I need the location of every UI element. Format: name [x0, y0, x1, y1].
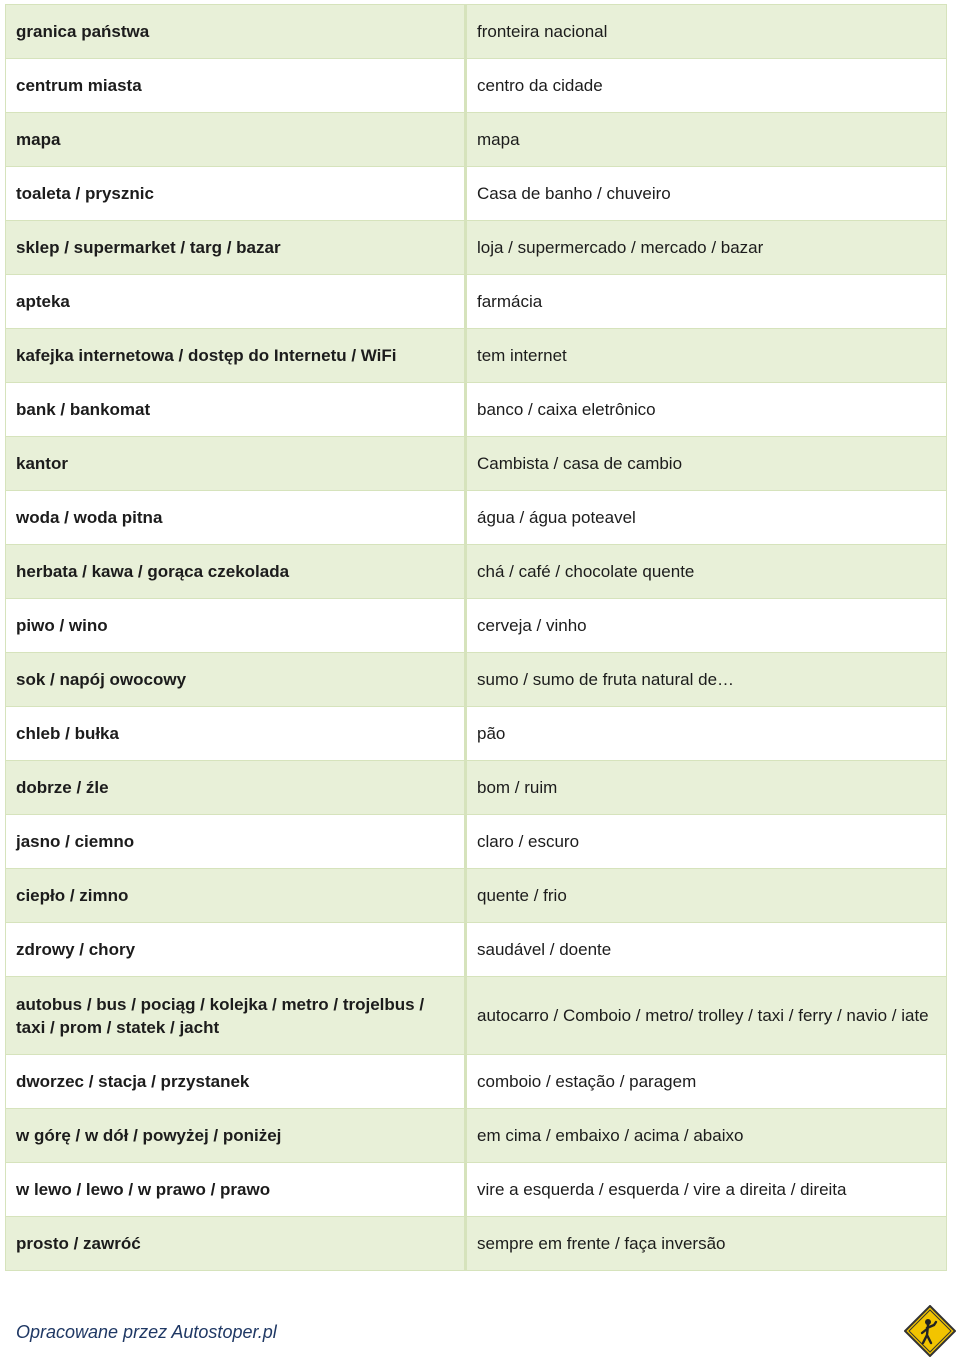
polish-term: w górę / w dół / powyżej / poniżej [6, 1109, 467, 1163]
polish-term: granica państwa [6, 5, 467, 59]
table-row [6, 815, 947, 869]
table-row [6, 1217, 947, 1271]
portuguese-term: chá / café / chocolate quente [467, 545, 947, 599]
portuguese-term: sempre em frente / faça inversão [467, 1217, 947, 1271]
table-row [6, 545, 947, 599]
table-row [6, 383, 947, 437]
polish-term: dobrze / źle [6, 761, 467, 815]
portuguese-term: centro da cidade [467, 59, 947, 113]
table-row [6, 491, 947, 545]
polish-term: apteka [6, 275, 467, 329]
table-row [6, 5, 947, 59]
portuguese-term: banco / caixa eletrônico [467, 383, 947, 437]
portuguese-term: vire a esquerda / esquerda / vire a direita / direita [467, 1163, 947, 1217]
portuguese-term: quente / frio [467, 869, 947, 923]
portuguese-term: claro / escuro [467, 815, 947, 869]
footer-credit: Opracowane przez Autostoper.pl [16, 1322, 277, 1342]
polish-term: toaleta / prysznic [6, 167, 467, 221]
table-row [6, 221, 947, 275]
hitchhiker-sign-icon [904, 1305, 956, 1357]
table-row [6, 869, 947, 923]
portuguese-term: saudável / doente [467, 923, 947, 977]
portuguese-term: bom / ruim [467, 761, 947, 815]
polish-term: kantor [6, 437, 467, 491]
portuguese-term: autocarro / Comboio / metro/ trolley / taxi / ferry / navio / iate [467, 977, 947, 1055]
table-row [6, 1163, 947, 1217]
polish-term: bank / bankomat [6, 383, 467, 437]
table-row [6, 113, 947, 167]
table-row [6, 707, 947, 761]
polish-term: herbata / kawa / gorąca czekolada [6, 545, 467, 599]
polish-term: dworzec / stacja / przystanek [6, 1055, 467, 1109]
polish-term: ciepło / zimno [6, 869, 467, 923]
polish-term: piwo / wino [6, 599, 467, 653]
portuguese-term: loja / supermercado / mercado / bazar [467, 221, 947, 275]
table-row [6, 977, 947, 1055]
polish-term: jasno / ciemno [6, 815, 467, 869]
portuguese-term: em cima / embaixo / acima / abaixo [467, 1109, 947, 1163]
polish-term: prosto / zawróć [6, 1217, 467, 1271]
portuguese-term: comboio / estação / paragem [467, 1055, 947, 1109]
table-row [6, 923, 947, 977]
polish-term: mapa [6, 113, 467, 167]
polish-term: w lewo / lewo / w prawo / prawo [6, 1163, 467, 1217]
portuguese-term: Cambista / casa de cambio [467, 437, 947, 491]
portuguese-term: água / água poteavel [467, 491, 947, 545]
polish-term: centrum miasta [6, 59, 467, 113]
polish-term: kafejka internetowa / dostęp do Internetu / WiFi [6, 329, 467, 383]
table-row [6, 167, 947, 221]
table-row [6, 437, 947, 491]
vocabulary-table-body [6, 5, 947, 1271]
portuguese-term: cerveja / vinho [467, 599, 947, 653]
portuguese-term: sumo / sumo de fruta natural de… [467, 653, 947, 707]
portuguese-term: Casa de banho / chuveiro [467, 167, 947, 221]
portuguese-term: fronteira nacional [467, 5, 947, 59]
polish-term: sklep / supermarket / targ / bazar [6, 221, 467, 275]
table-row [6, 761, 947, 815]
table-row [6, 59, 947, 113]
polish-term: woda / woda pitna [6, 491, 467, 545]
table-row [6, 1055, 947, 1109]
portuguese-term: pão [467, 707, 947, 761]
polish-term: chleb / bułka [6, 707, 467, 761]
table-row [6, 653, 947, 707]
polish-term: autobus / bus / pociąg / kolejka / metro / trojelbus / taxi / prom / statek / jacht [6, 977, 467, 1055]
portuguese-term: tem internet [467, 329, 947, 383]
portuguese-term: farmácia [467, 275, 947, 329]
table-row [6, 329, 947, 383]
table-row [6, 1109, 947, 1163]
table-row [6, 275, 947, 329]
polish-term: sok / napój owocowy [6, 653, 467, 707]
table-row [6, 599, 947, 653]
vocabulary-table [5, 4, 947, 1271]
polish-term: zdrowy / chory [6, 923, 467, 977]
portuguese-term: mapa [467, 113, 947, 167]
